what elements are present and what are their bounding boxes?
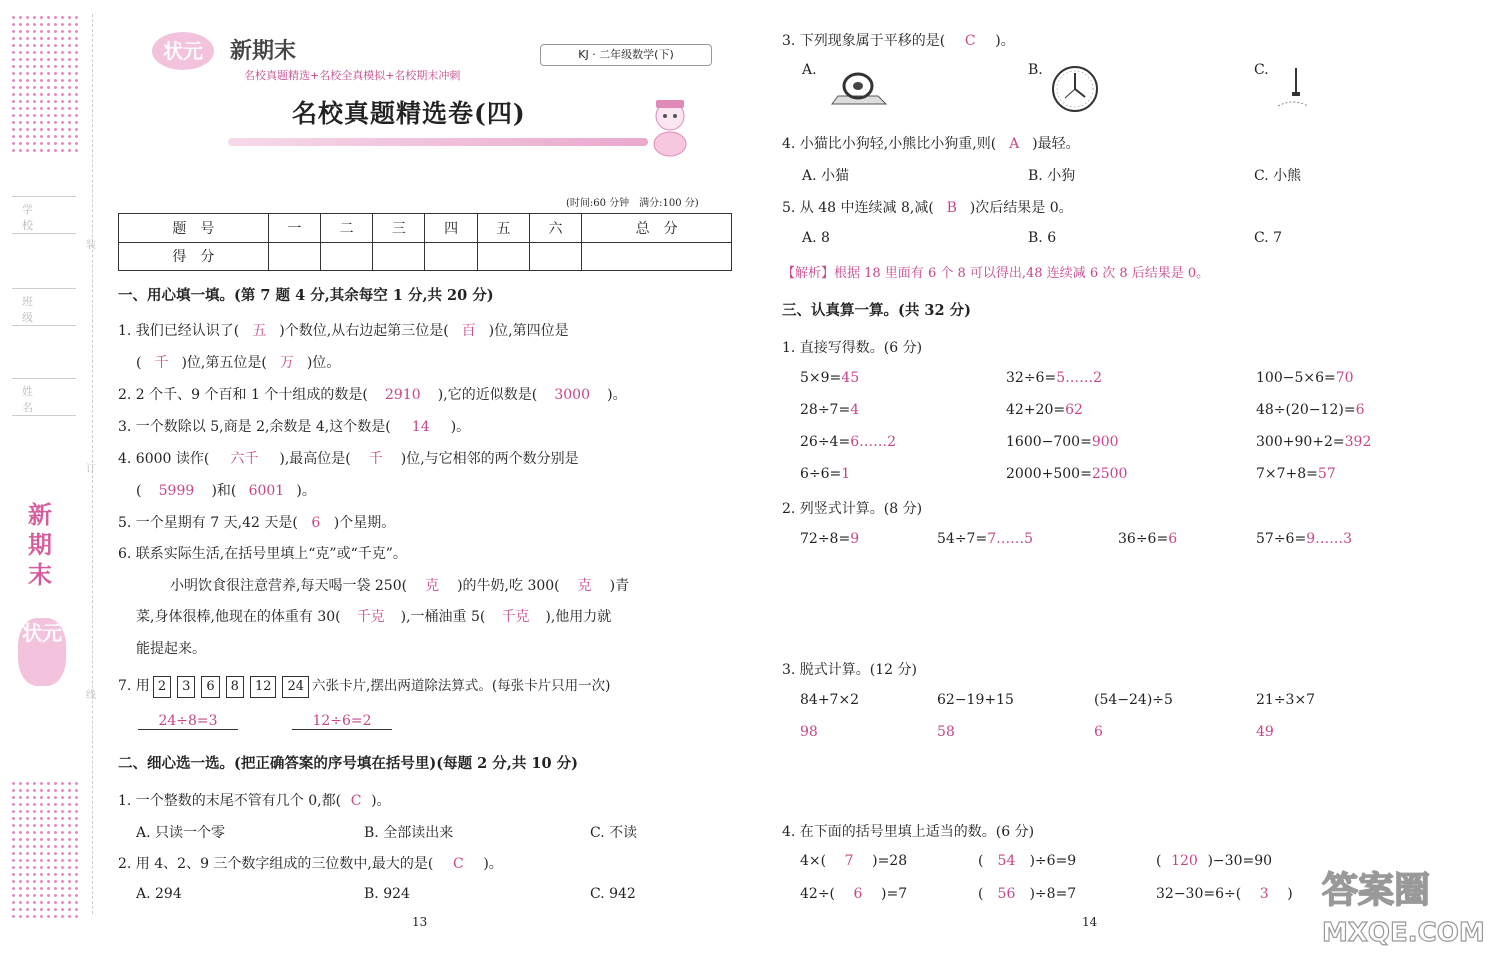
elevator-icon bbox=[1276, 66, 1310, 112]
part1-title: 1. 直接写得数。(6 分) bbox=[782, 340, 923, 356]
fill-item: ( 54 )÷6=9 bbox=[978, 853, 1077, 869]
answer: 千克 bbox=[356, 609, 385, 625]
fill-item: ( 120 )−30=90 bbox=[1156, 853, 1273, 869]
answer: 57 bbox=[1317, 466, 1336, 482]
calc-item: 84+7×2 bbox=[800, 692, 860, 708]
answer: 5……2 bbox=[1056, 370, 1103, 386]
calc-item: 54÷7=7……5 bbox=[937, 531, 1034, 547]
calc-item: 21÷3×7 bbox=[1256, 692, 1316, 708]
calc-item: 36÷6=6 bbox=[1118, 531, 1178, 547]
score-table bbox=[118, 213, 732, 271]
answer: 45 bbox=[841, 370, 860, 386]
number-card: 3 bbox=[177, 676, 195, 698]
answer: 克 bbox=[425, 578, 440, 594]
answer: 克 bbox=[577, 578, 592, 594]
score-cell[interactable] bbox=[268, 242, 320, 271]
sidebar-dots-bottom bbox=[10, 780, 80, 920]
score-header: 六 bbox=[529, 214, 581, 243]
choice2-option-a: A. 294 bbox=[136, 886, 182, 902]
watermark-logo: 答案圈 bbox=[1322, 870, 1431, 911]
school-field[interactable]: 学校 bbox=[12, 196, 76, 234]
answer: 2910 bbox=[384, 387, 421, 403]
score-row bbox=[119, 242, 732, 271]
page-number-right: 14 bbox=[1082, 915, 1098, 929]
answer: 3000 bbox=[554, 387, 590, 403]
q6-line2: 菜,身体很棒,他现在的体重有 30( 千克 ),一桶油重 5( 千克 ),他用力就 bbox=[136, 606, 611, 626]
clock-icon bbox=[1050, 64, 1100, 114]
score-cell[interactable] bbox=[321, 242, 373, 271]
choice4-option-a: A. 小猫 bbox=[802, 168, 850, 184]
answer: 千克 bbox=[501, 609, 530, 625]
calc-item: 2000+500=2500 bbox=[1006, 466, 1128, 482]
answer: 6 bbox=[1094, 724, 1103, 740]
cartoon-scholar-icon bbox=[640, 94, 700, 158]
answer: C bbox=[350, 793, 362, 809]
answer: 7……5 bbox=[987, 531, 1034, 547]
answer: 9 bbox=[850, 531, 860, 547]
cut-mark-2: 订 bbox=[86, 464, 96, 475]
q7: 7. 用 2 3 6 8 12 24 六张卡片,摆出两道除法算式。(每张卡片只用一次) bbox=[118, 674, 610, 698]
series-title: 新期末 bbox=[230, 39, 297, 64]
answer: 万 bbox=[279, 355, 294, 371]
calc-item: 7×7+8=57 bbox=[1256, 466, 1336, 482]
analysis-note: 【解析】根据 18 里面有 6 个 8 可以得出,48 连续减 6 次 8 后结果是 0。 bbox=[782, 266, 1210, 281]
q2: 2. 2 个千、9 个百和 1 个十组成的数是( 2910 ),它的近似数是( 3000 )。 bbox=[118, 387, 627, 403]
answer: 900 bbox=[1091, 434, 1119, 450]
sidebar-brand-logo: 状元 bbox=[18, 618, 66, 686]
choice5: 5. 从 48 中连续减 8,减( B )次后结果是 0。 bbox=[782, 200, 1073, 216]
answer: 1 bbox=[841, 466, 851, 482]
choice4-option-b: B. 小狗 bbox=[1028, 168, 1076, 184]
page-title: 名校真题精选卷(四) bbox=[292, 99, 526, 128]
calc-item: 1600−700=900 bbox=[1006, 434, 1119, 450]
answer: 百 bbox=[461, 323, 476, 339]
calc-item: 57÷6=9……3 bbox=[1256, 531, 1353, 547]
answer: 56 bbox=[997, 886, 1016, 902]
calc-item: 6÷6=1 bbox=[800, 466, 851, 482]
page-number-left: 13 bbox=[412, 915, 428, 929]
choice2: 2. 用 4、2、9 三个数字组成的三位数中,最大的是( C )。 bbox=[118, 856, 503, 872]
score-header: 二 bbox=[321, 214, 373, 243]
calc-item: 5×9=45 bbox=[800, 370, 860, 386]
answer: 千 bbox=[368, 451, 383, 467]
answer: 6 bbox=[311, 515, 321, 531]
answer: 六千 bbox=[230, 451, 259, 467]
q3: 3. 一个数除以 5,商是 2,余数是 4,这个数是( 14 )。 bbox=[118, 419, 471, 435]
sidebar-dots-top bbox=[10, 14, 80, 154]
score-cell[interactable] bbox=[477, 242, 529, 271]
choice3-option-a: A. bbox=[802, 62, 817, 78]
score-header: 五 bbox=[477, 214, 529, 243]
brand-logo: 状元 bbox=[152, 32, 214, 70]
fill-item: ( 56 )÷8=7 bbox=[978, 886, 1077, 902]
cut-mark-1: 装 bbox=[86, 240, 96, 251]
choice1-option-b: B. 全部读出来 bbox=[364, 825, 454, 841]
score-row-label: 得 分 bbox=[119, 242, 269, 271]
q6-line1: 小明饮食很注意营养,每天喝一袋 250( 克 )的牛奶,吃 300( 克 )青 bbox=[170, 575, 629, 595]
number-card: 24 bbox=[282, 676, 309, 698]
score-cell[interactable] bbox=[373, 242, 425, 271]
score-header-row bbox=[119, 214, 732, 243]
score-header: 总 分 bbox=[582, 214, 732, 243]
number-card: 8 bbox=[226, 676, 244, 698]
answer: 49 bbox=[1256, 724, 1274, 740]
score-header: 题 号 bbox=[119, 214, 269, 243]
calc-item: 32÷6=5……2 bbox=[1006, 370, 1103, 386]
choice5-option-b: B. 6 bbox=[1028, 230, 1057, 246]
answer: 7 bbox=[844, 853, 854, 869]
number-card: 12 bbox=[250, 676, 277, 698]
choice5-option-a: A. 8 bbox=[802, 230, 830, 246]
part3-title: 3. 脱式计算。(12 分) bbox=[782, 662, 917, 678]
answer: 58 bbox=[937, 724, 955, 740]
class-field[interactable]: 班级 bbox=[12, 288, 76, 326]
choice2-option-c: C. 942 bbox=[590, 886, 636, 902]
cut-mark-3: 线 bbox=[86, 690, 96, 701]
watermark-url: MXQE.COM bbox=[1322, 918, 1485, 948]
q5: 5. 一个星期有 7 天,42 天是( 6 )个星期。 bbox=[118, 515, 396, 531]
calc-item: (54−24)÷5 bbox=[1094, 692, 1173, 708]
q1-line1: 1. 我们已经认识了( 五 )个数位,从右边起第三位是( 百 )位,第四位是 bbox=[118, 320, 569, 340]
tagline: 名校真题精选+名校全真模拟+名校期末冲刺 bbox=[244, 69, 461, 82]
choice3-option-b: B. bbox=[1028, 62, 1043, 78]
answer: C bbox=[452, 856, 464, 872]
answer: A bbox=[1009, 136, 1020, 152]
answer: 98 bbox=[800, 724, 818, 740]
section1-title: 一、用心填一填。(第 7 题 4 分,其余每空 1 分,共 20 分) bbox=[118, 287, 494, 304]
score-cell[interactable] bbox=[529, 242, 581, 271]
steering-wheel-icon bbox=[828, 68, 890, 110]
answer: B bbox=[946, 200, 957, 216]
calc-item: 28÷7=4 bbox=[800, 402, 860, 418]
calc-item: 62−19+15 bbox=[937, 692, 1014, 708]
q7-answer-1: 24÷8=3 bbox=[138, 713, 238, 730]
answer: 2500 bbox=[1091, 466, 1128, 482]
choice1: 1. 一个整数的末尾不管有几个 0,都( C )。 bbox=[118, 793, 391, 809]
score-header: 三 bbox=[373, 214, 425, 243]
answer: 6 bbox=[853, 886, 863, 902]
answer: 54 bbox=[997, 853, 1016, 869]
calc-item: 42+20=62 bbox=[1006, 402, 1083, 418]
score-cell[interactable] bbox=[425, 242, 477, 271]
answer: 6……2 bbox=[850, 434, 897, 450]
number-card: 6 bbox=[201, 676, 219, 698]
answer: 五 bbox=[252, 323, 267, 339]
choice1-option-a: A. 只读一个零 bbox=[136, 825, 226, 841]
section3-title: 三、认真算一算。(共 32 分) bbox=[782, 302, 971, 319]
answer: 4 bbox=[850, 402, 860, 418]
answer: 千 bbox=[154, 355, 169, 371]
choice4-option-c: C. 小熊 bbox=[1254, 168, 1302, 184]
answer: 70 bbox=[1335, 370, 1354, 386]
choice3: 3. 下列现象属于平移的是( C )。 bbox=[782, 33, 1015, 49]
choice4: 4. 小猫比小狗轻,小熊比小狗重,则( A )最轻。 bbox=[782, 136, 1080, 152]
calc-item: 300+90+2=392 bbox=[1256, 434, 1372, 450]
name-field[interactable]: 姓名 bbox=[12, 378, 76, 416]
q4-line1: 4. 6000 读作( 六千 ),最高位是( 千 )位,与它相邻的两个数分别是 bbox=[118, 448, 579, 468]
answer: 14 bbox=[411, 419, 430, 435]
calc-item: 26÷4=6……2 bbox=[800, 434, 897, 450]
q4-line2: ( 5999 )和( 6001 )。 bbox=[136, 483, 316, 499]
title-underline bbox=[228, 138, 648, 146]
choice3-option-c: C. bbox=[1254, 62, 1269, 78]
q6-line3: 能提起来。 bbox=[136, 641, 206, 657]
answer: 3 bbox=[1259, 886, 1269, 902]
score-cell[interactable] bbox=[582, 242, 732, 271]
q6-title: 6. 联系实际生活,在括号里填上“克”或“千克”。 bbox=[118, 546, 407, 562]
section2-title: 二、细心选一选。(把正确答案的序号填在括号里)(每题 2 分,共 10 分) bbox=[118, 755, 578, 772]
answer: 6 bbox=[1168, 531, 1178, 547]
fill-item: 32−30=6÷( 3 ) bbox=[1156, 886, 1293, 902]
fill-item: 42÷( 6 )=7 bbox=[800, 886, 908, 902]
sidebar-series: 新期末 bbox=[28, 501, 52, 589]
score-header: 四 bbox=[425, 214, 477, 243]
calc-item: 72÷8=9 bbox=[800, 531, 860, 547]
q1-line2: ( 千 )位,第五位是( 万 )位。 bbox=[136, 352, 340, 372]
choice1-option-c: C. 不读 bbox=[590, 825, 638, 841]
calc-item: 48÷(20−12)=6 bbox=[1256, 402, 1365, 418]
answer: 5999 bbox=[158, 483, 195, 499]
answer: C bbox=[964, 33, 976, 49]
grade-tag: KJ · 二年级数学(下) bbox=[540, 44, 712, 66]
score-header: 一 bbox=[268, 214, 320, 243]
fill-item: 4×( 7 )=28 bbox=[800, 853, 908, 869]
answer: 6 bbox=[1355, 402, 1365, 418]
time-info: (时间:60 分钟 满分:100 分) bbox=[566, 198, 699, 209]
part2-title: 2. 列竖式计算。(8 分) bbox=[782, 501, 923, 517]
answer: 6001 bbox=[248, 483, 285, 499]
answer: 120 bbox=[1171, 853, 1198, 869]
calc-item: 100−5×6=70 bbox=[1256, 370, 1354, 386]
answer: 9……3 bbox=[1306, 531, 1353, 547]
part4-title: 4. 在下面的括号里填上适当的数。(6 分) bbox=[782, 824, 1035, 840]
choice2-option-b: B. 924 bbox=[364, 886, 410, 902]
answer: 392 bbox=[1344, 434, 1372, 450]
answer: 62 bbox=[1065, 402, 1083, 418]
q7-answer-2: 12÷6=2 bbox=[292, 713, 392, 730]
number-card: 2 bbox=[153, 676, 171, 698]
choice5-option-c: C. 7 bbox=[1254, 230, 1283, 246]
